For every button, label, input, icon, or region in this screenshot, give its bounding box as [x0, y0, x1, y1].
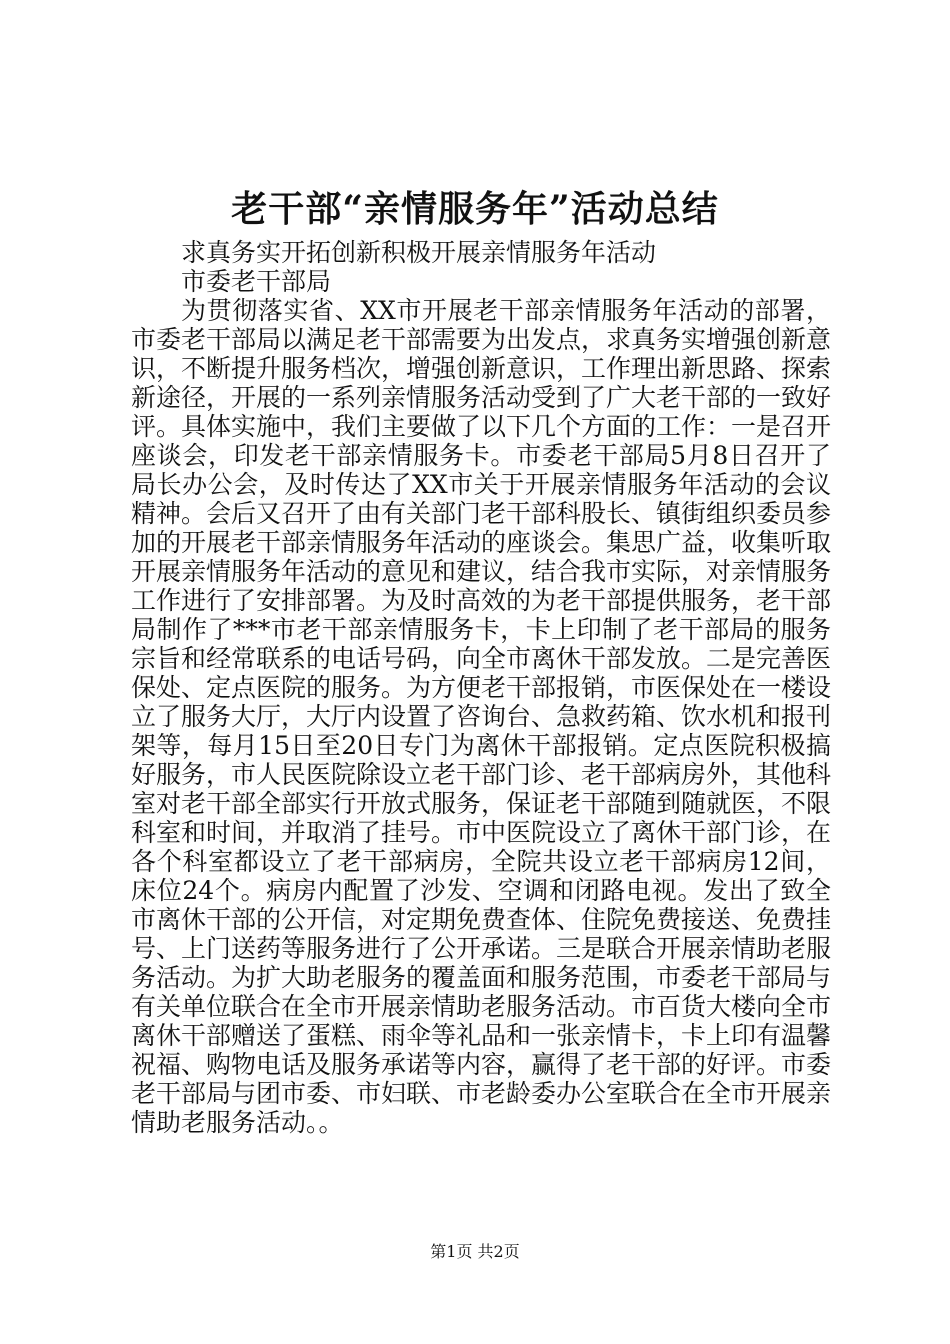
document-organization: 市委老干部局: [181, 267, 332, 296]
document-title: 老干部“亲情服务年”活动总结: [231, 188, 719, 230]
document-paragraph: 为贯彻落实省、XX市开展老干部亲情服务年活动的部署，市委老干部局以满足老干部需要为出发点，求真务实增强创新意识，不断提升服务档次，增强创新意识，工作理出新思路、探索新途径，开展的一系列亲情服务活动受到了广大老干部的一致好评。具体实施中，我们主要做了以下几个方面的工作：一是召开座谈会，印发老干部亲情服务卡。市委老干部局5月8日召开了局长办公会，及时传达了XX市关于开展亲情服务年活动的会议精神。会后又召开了由有关部门老干部科股长、镇街组织委员参加的开展老干部亲情服务年活动的座谈会。集思广益，收集听取开展亲情服务年活动的意见和建议，结合我市实际，对亲情服务工作进行了安排部署。为及时高效的为老干部提供服务，老干部局制作了***市老干部亲情服务卡，卡上印制了老干部局的服务宗旨和经常联系的电话号码，向全市离休干部发放。二是完善医保处、定点医院的服务。为方便老干部报销，市医保处在一楼设立了服务大厅，大厅内设置了咨询台、急救药箱、饮水机和报刊架等，每月15日至20日专门为离休干部报销。定点医院积极搞好服务，市人民医院除设立老干部门诊、老干部病房外，其他科室对老干部全部实行开放式服务，保证老干部随到随就医，不限科室和时间，并取消了挂号。市中医院设立了离休干部门诊，在各个科室都设立了老干部病房，全院共设立老干部病房12间，床位24个。病房内配置了沙发、空调和闭路电视。发出了致全市离休干部的公开信，对定期免费查体、住院免费接送、免费挂号、上门送药等服务进行了公开承诺。三是联合开展亲情助老服务活动。为扩大助老服务的覆盖面和服务范围，市委老干部局与有关单位联合在全市开展亲情助老服务活动。市百货大楼向全市离休干部赠送了蛋糕、雨伞等礼品和一张亲情卡，卡上印有温馨祝福、购物电话及服务承诺等内容，赢得了老干部的好评。市委老干部局与团市委、市妇联、市老龄委办公室联合在全市开展亲情助老服务活动。。: [131, 296, 832, 1137]
page-indicator: 第1页 共2页: [430, 1242, 520, 1261]
page-footer: [0, 1242, 950, 1262]
document-subtitle: 求真务实开拓创新积极开展亲情服务年活动: [181, 238, 657, 267]
document-body: [131, 238, 831, 1137]
